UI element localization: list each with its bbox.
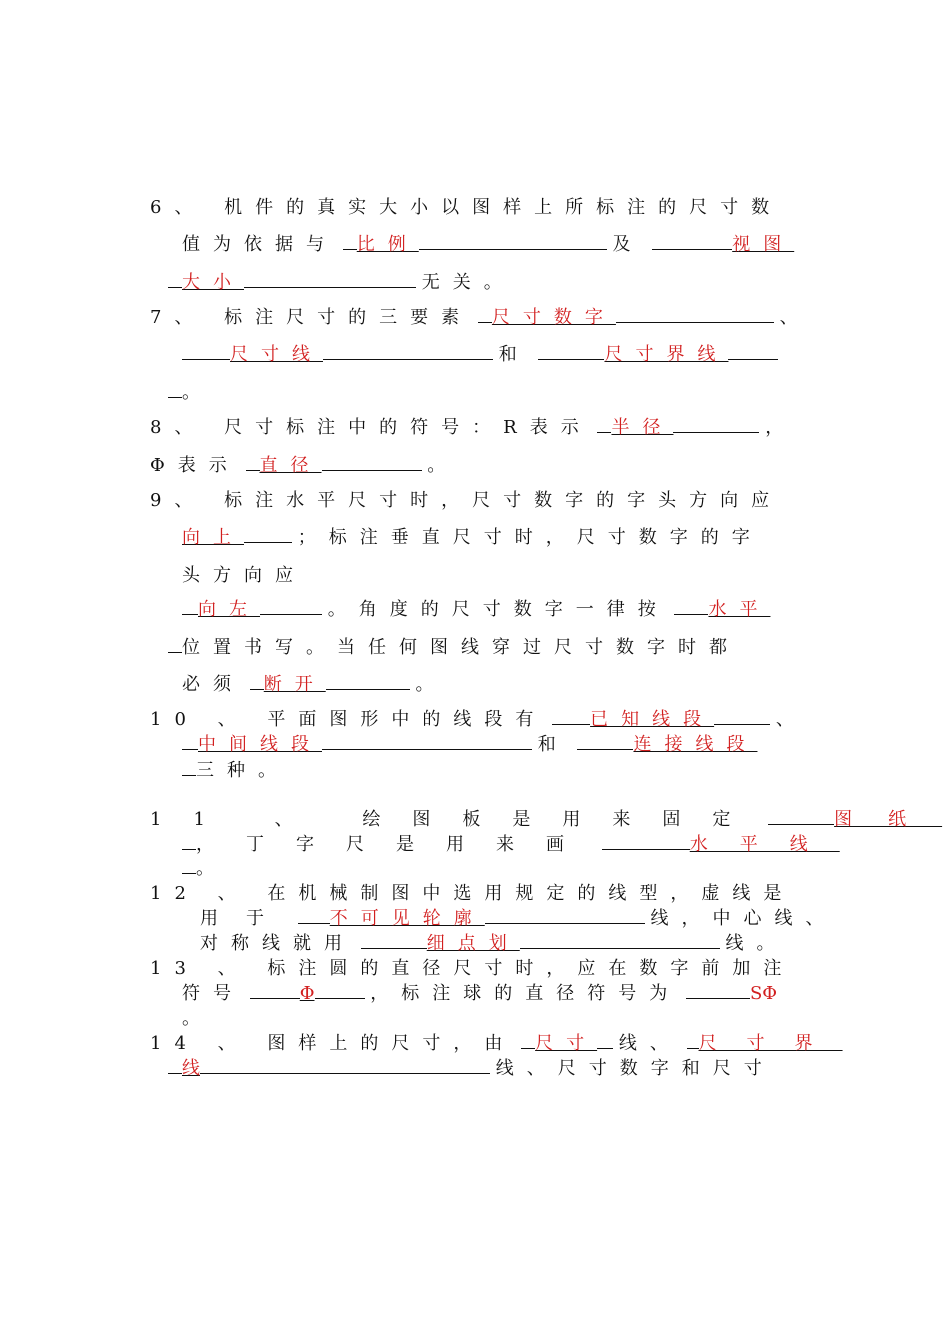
q7-text-2: 、 [779,307,798,328]
q14-text-2: 线、 [618,1033,681,1054]
q10-text-4: 三种。 [196,760,289,781]
q6-answer-3: 大小 [182,272,244,293]
q10-text-1: 10 、 平面图形中的线段有 [150,709,547,730]
q14-line1 [150,1029,843,1055]
q6-line1 [150,193,782,219]
q9-text-6: 必须 [182,674,244,695]
q13-line2 [182,979,777,1005]
q10-line1 [150,705,794,731]
q9-line1 [150,486,782,512]
q11-text-2: ，丁字尺是用来画 [196,834,596,855]
q9-text-3: 头方向应 [182,565,306,586]
q13-line1 [150,954,794,980]
q9-answer-3: 水平 [708,599,771,620]
q14-text-1: 14 、 图样上的尺寸，由 [150,1033,516,1054]
q10-answer-1: 已知线段 [590,709,715,730]
q8-text-1: 8、 尺寸标注中的符号：R表示 [150,417,592,438]
q14-text-4: 线、尺寸数字和尺寸 [495,1058,775,1079]
q11-text-3: 。 [196,858,214,879]
q10-answer-2: 中间线段 [198,734,322,755]
q8-text-2: ， [765,417,784,438]
q7-line2 [182,340,778,366]
q9-line6 [182,670,433,696]
q11-line1 [150,805,942,831]
q7-text-3: 和 [498,344,517,365]
q6-answer-2: 视图 [732,234,795,255]
q6-answer-1: 比例 [356,234,419,255]
q8-text-3: Φ表示 [150,455,240,476]
q12-text-1: 12 、 在机械制图中选用规定的线型，虚线是 [150,883,795,904]
q9-text-2: ；标注垂直尺寸时，尺寸数字的字 [297,527,763,548]
q6-text-1: 6、 机件的真实大小以图样上所标注的尺寸数 [150,197,783,218]
q12-text-3: 线，中心线、 [650,908,837,929]
q14-answer-1: 尺寸 [535,1033,598,1054]
q12-answer-2: 细点划 [426,933,520,954]
q12-line1 [150,879,794,905]
q7-answer-1: 尺寸数字 [491,307,616,328]
q13-line3 [182,1004,200,1030]
q7-answer-2: 尺寸线 [230,344,323,365]
q9-answer-4: 断开 [263,674,326,695]
q8-line1 [150,413,783,439]
q7-text-1: 7、 标注尺寸的三要素 [150,307,473,328]
q13-text-3: ，标注球的直径符号为 [370,983,681,1004]
q7-text-4: 。 [182,382,200,403]
q11-answer-2: 水平线 [689,834,840,855]
q10-line2 [182,730,757,756]
q12-line2 [200,904,836,930]
q9-text-1: 9、 标注水平尺寸时，尺寸数字的字头方向应 [150,490,783,511]
q6-line3 [168,268,515,294]
q9-line5 [168,633,740,659]
q10-text-3: 和 [537,734,556,755]
q13-text-4: 。 [182,1008,200,1029]
q14-answer-2: 尺寸界 [698,1033,843,1054]
q13-text-1: 13 、 标注圆的直径尺寸时，应在数字前加注 [150,958,795,979]
q8-line2 [150,451,445,477]
q14-line2 [168,1054,775,1080]
q12-text-5: 线。 [725,933,788,954]
q8-text-4: 。 [427,455,446,476]
q9-text-7: 。 [415,674,434,695]
q10-text-2: 、 [775,709,794,730]
q7-line1 [150,303,798,329]
q6-text-4: 无关。 [421,272,515,293]
q9-line2 [182,523,763,549]
q10-line3 [182,756,289,782]
q9-line3 [182,561,306,587]
q11-text-1: 11 、 绘图板是用来固定 [150,809,763,830]
q13-text-2: 符号 [182,983,244,1004]
q7-line3 [168,378,200,404]
q8-answer-1: 半径 [611,417,674,438]
q9-line4 [182,595,770,621]
q6-line2 [182,230,794,256]
q9-text-5: 位置书写。当任何图线穿过尺寸数字时都 [182,637,740,658]
q12-text-2: 用于 [200,908,292,929]
q14-text-3: 线 [182,1058,200,1079]
q12-text-4: 对称线就用 [200,933,355,954]
q6-text-3: 及 [612,234,631,255]
q12-answer-1: 不可见轮廓 [329,908,485,929]
q7-answer-3: 尺寸界线 [604,344,729,365]
q6-text-2: 值为依据与 [182,234,337,255]
q11-answer-1: 图纸 [834,809,943,830]
q9-answer-2: 向左 [198,599,260,620]
q11-line3 [182,854,214,880]
q12-line3 [200,929,787,955]
q13-answer-2: SΦ [749,983,778,1004]
q13-answer-1: Φ [299,983,315,1004]
q10-answer-3: 连接线段 [633,734,758,755]
q8-answer-2: 直径 [259,455,322,476]
q11-line2 [182,830,840,856]
q9-answer-1: 向上 [182,527,244,548]
q9-text-4: 。角度的尺寸数字一律按 [327,599,669,620]
